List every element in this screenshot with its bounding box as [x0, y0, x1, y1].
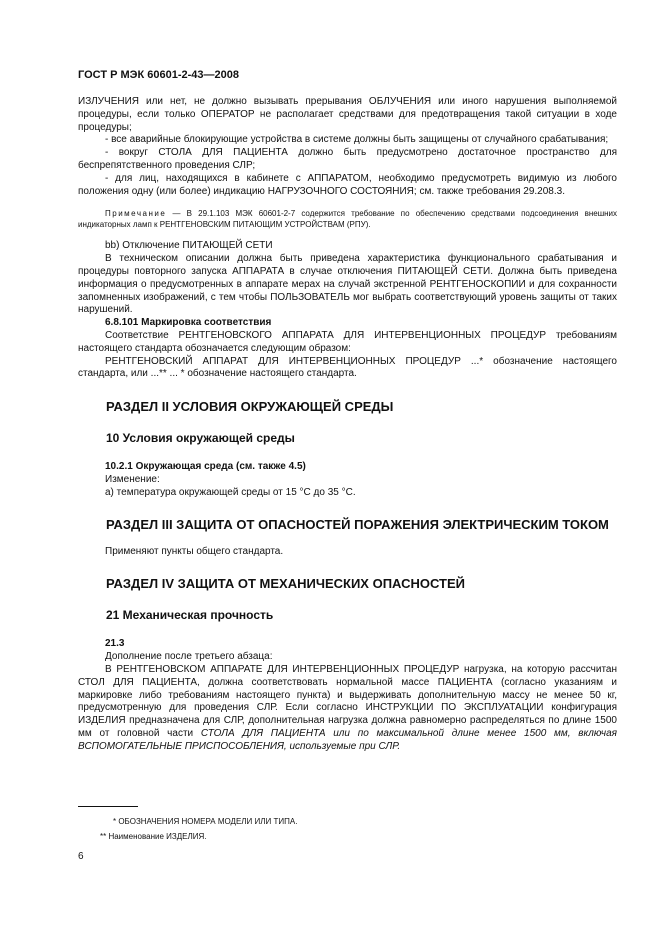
paragraph: В техническом описании должна быть приведена характеристика функционального срабатывания и процедуры повторного запуска АППАРАТА в случае отключения ПИТАЮЩЕЙ СЕТИ. Должна быть приведена информация о предусмотренных в аппарате мерах на случай экстренной РЕНТГЕНОСКОПИИ и для сохранности запомненных изображений, с тем чтобы ПОЛЬЗОВАТЕЛЬ мог выбрать соответствующий уровень защиты от таких нарушений. — [78, 253, 617, 316]
clause-heading: 10.2.1 Окружающая среда (см. также 4.5) — [105, 461, 306, 473]
document-body — [78, 96, 617, 754]
note — [78, 208, 617, 230]
footnote-divider — [78, 806, 138, 807]
clause-heading: 6.8.101 Маркировка соответствия — [105, 317, 272, 329]
paragraph: РЕНТГЕНОВСКИЙ АППАРАТ ДЛЯ ИНТЕРВЕНЦИОННЫХ ПРОЦЕДУР ...* обозначение настоящего стандарта, или ...** ... * обозначение настоящего стандарта. — [78, 355, 617, 380]
section-title: РАЗДЕЛ III ЗАЩИТА ОТ ОПАСНОСТЕЙ ПОРАЖЕНИЯ ЭЛЕКТРИЧЕСКИМ ТОКОМ — [106, 516, 609, 532]
note-label: Примечание — [105, 209, 167, 219]
paragraph: Изменение: — [105, 473, 160, 485]
list-item: - все аварийные блокирующие устройства в системе должны быть защищены от случайного срабатывания; — [105, 134, 609, 146]
paragraph: Дополнение после третьего абзаца: — [105, 651, 273, 663]
list-item: а) температура окружающей среды от 15 °С до 35 °С. — [105, 486, 356, 498]
list-item: - вокруг СТОЛА ДЛЯ ПАЦИЕНТА должно быть предусмотрено достаточное пространство для беспрепятственного проведения СЛР; — [78, 147, 617, 171]
subclause-bb: bb) Отключение ПИТАЮЩЕЙ СЕТИ — [105, 240, 273, 252]
paragraph: ИЗЛУЧЕНИЯ или нет, не должно вызывать прерывания ОБЛУЧЕНИЯ или иного нарушения выполняемой процедуры, если только ОПЕРАТОР не располагает средствами для предотвращения такой ситуации в ходе процедуры; — [78, 96, 617, 133]
list-item: - для лиц, находящихся в кабинете с АППАРАТОМ, необходимо предусмотреть видимую из любого положения одну (или более) индикацию НАГРУЗОЧНОГО СОСТОЯНИЯ; см. также требования 29.208.3. — [78, 172, 617, 197]
page-number: 6 — [78, 851, 84, 862]
clause-heading: 21.3 — [105, 638, 125, 650]
footnote: * ОБОЗНАЧЕНИЯ НОМЕРА МОДЕЛИ ИЛИ ТИПА. — [113, 817, 298, 826]
clause-heading: 21 Механическая прочность — [106, 608, 274, 623]
paragraph-text: В РЕНТГЕНОВСКОМ АППАРАТЕ ДЛЯ ИНТЕРВЕНЦИОННЫХ ПРОЦЕДУР нагрузка, на которую рассчитан СТОЛ ДЛЯ ПАЦИЕНТА, должна соответствовать нормальной массе ПАЦИЕНТА (согласно указаниям и маркировке либо требованиям настоящего пункта) и выдерживать дополнительную массу не менее 50 кг, предусмотренную для проведения СЛР. Если согласно ИНСТРУКЦИИ ПО ЭКСПЛУАТАЦИИ конфигурация ИЗДЕЛИЯ предназначена для СЛР, дополнительная нагрузка должна равномерно распределяться по длине 1500 мм от головной части — [78, 663, 617, 739]
footnote: ** Наименование ИЗДЕЛИЯ. — [100, 832, 207, 841]
document-header: ГОСТ Р МЭК 60601-2-43—2008 — [78, 69, 239, 81]
paragraph-italic-text: СТОЛА ДЛЯ ПАЦИЕНТА или по максимальной длине менее 1500 мм, включая ВСПОМОГАТЕЛЬНЫЕ ПРИСПОСОБЛЕНИЯ, используемые при СЛР. — [78, 727, 617, 752]
paragraph — [78, 664, 617, 754]
clause-heading: 10 Условия окружающей среды — [106, 431, 295, 446]
paragraph: Соответствие РЕНТГЕНОВСКОГО АППАРАТА ДЛЯ ИНТЕРВЕНЦИОННЫХ ПРОЦЕДУР требованиям настоящего стандарта обозначается следующим образом: — [78, 329, 617, 354]
note-text: — В 29.1.103 МЭК 60601-2-7 содержится требование по обеспечению средствами подсоединения внешних индикаторных ламп к РЕНТГЕНОВСКИМ ПИТАЮЩИМ УСТРОЙСТВАМ (РПУ). — [78, 209, 617, 230]
section-title: РАЗДЕЛ II УСЛОВИЯ ОКРУЖАЮЩЕЙ СРЕДЫ — [106, 399, 394, 415]
paragraph: Применяют пункты общего стандарта. — [105, 545, 284, 557]
section-title: РАЗДЕЛ IV ЗАЩИТА ОТ МЕХАНИЧЕСКИХ ОПАСНОСТЕЙ — [106, 576, 466, 592]
